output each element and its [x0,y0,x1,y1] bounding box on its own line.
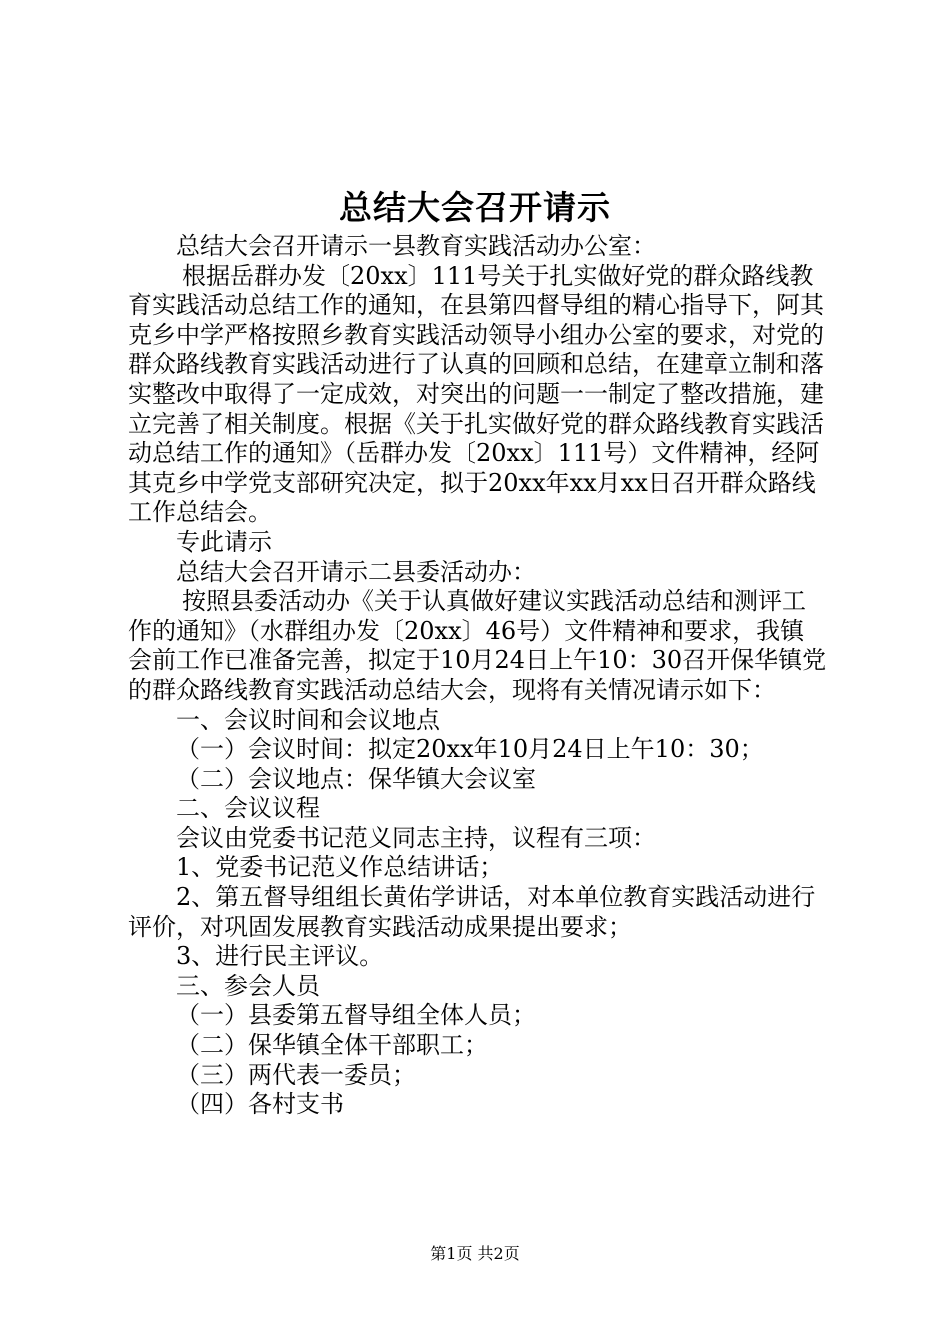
list-item: 1、党委书记范义作总结讲话； [176,853,504,882]
paragraph-addressee-1: 总结大会召开请示一县教育实践活动办公室： [176,232,656,260]
list-item: （四）各村支书 [176,1090,344,1119]
list-item: 2、第五督导组组长黄佑学讲话，对本单位教育实践活动进行评价，对巩固发展教育实践活动成果提出要求； [128,883,816,941]
paragraph-addressee-2: 总结大会召开请示二县委活动办： [176,557,536,586]
list-item: （二）保华镇全体干部职工； [176,1031,488,1060]
section-heading-2: 二、会议议程 [176,794,320,823]
section-heading-3: 三、参会人员 [176,971,320,1000]
section-heading-1: 一、会议时间和会议地点 [176,705,440,734]
list-item: 3、进行民主评议。 [176,942,384,971]
list-item: （二）会议地点：保华镇大会议室 [176,764,536,793]
page-number: 第1页 共2页 [430,1244,520,1263]
paragraph-body-2: 按照县委活动办《关于认真做好建议实践活动总结和测评工作的通知》（水群组办发〔20xx〕46号）文件精神和要求，我镇会前工作已准备完善，拟定于10月24日上午10：30召开保华镇党的群众路线教育实践活动总结大会，现将有关情况请示如下： [128,587,827,704]
paragraph-agenda-intro: 会议由党委书记范义同志主持，议程有三项： [176,823,656,852]
paragraph-body-1: 根据岳群办发〔20xx〕111号关于扎实做好党的群众路线教育实践活动总结工作的通知，在县第四督导组的精心指导下，阿其克乡中学严格按照乡教育实践活动领导小组办公室的要求，对党的群众路线教育实践活动进行了认真的回顾和总结，在建章立制和落实整改中取得了一定成效，对突出的问题一一制定了整改措施，建立完善了相关制度。根据《关于扎实做好党的群众路线教育实践活动总结工作的通知》（岳群办发〔20xx〕111号）文件精神，经阿其克乡中学党支部研究决定，拟于20xx年xx月xx日召开群众路线工作总结会。 [128,261,824,527]
document-title: 总结大会召开请示 [339,188,611,227]
list-item: （一）县委第五督导组全体人员； [176,1001,536,1030]
list-item: （一）会议时间：拟定20xx年10月24日上午10：30； [176,735,764,764]
document-body [128,232,828,1120]
list-item: （三）两代表一委员； [176,1060,416,1089]
paragraph-closing: 专此请示 [176,527,272,556]
